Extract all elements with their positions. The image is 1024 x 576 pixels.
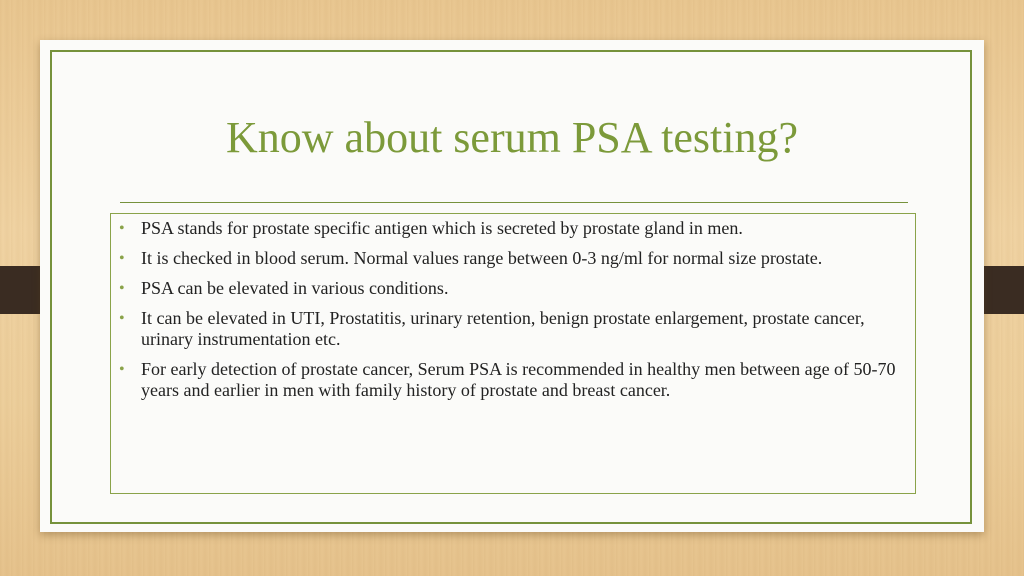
slide-title: Know about serum PSA testing?	[226, 113, 798, 162]
bullet-icon: •	[119, 361, 125, 378]
bullet-item	[111, 218, 917, 239]
bullet-icon: •	[119, 280, 125, 297]
bullet-text: PSA stands for prostate specific antigen which is secreted by prostate gland in men.	[141, 218, 743, 238]
content-box	[110, 213, 916, 494]
bullet-item	[111, 278, 917, 299]
bullet-item	[111, 308, 917, 350]
bullet-list	[111, 218, 917, 410]
bullet-icon: •	[119, 250, 125, 267]
bullet-text: It can be elevated in UTI, Prostatitis, urinary retention, benign prostate enlargement, prostate cancer, urinary instrumentation etc.	[141, 308, 865, 349]
bullet-item	[111, 359, 917, 401]
bullet-icon: •	[119, 220, 125, 237]
bullet-text: It is checked in blood serum. Normal values range between 0-3 ng/ml for normal size prostate.	[141, 248, 823, 268]
bullet-item	[111, 248, 917, 269]
bullet-text: PSA can be elevated in various conditions.	[141, 278, 449, 298]
slide-card	[40, 40, 984, 532]
bullet-text: For early detection of prostate cancer, Serum PSA is recommended in healthy men between age of 50-70 years and earlier in men with family history of prostate and breast cancer.	[141, 359, 896, 400]
title-divider	[120, 202, 908, 203]
bullet-icon: •	[119, 310, 125, 327]
